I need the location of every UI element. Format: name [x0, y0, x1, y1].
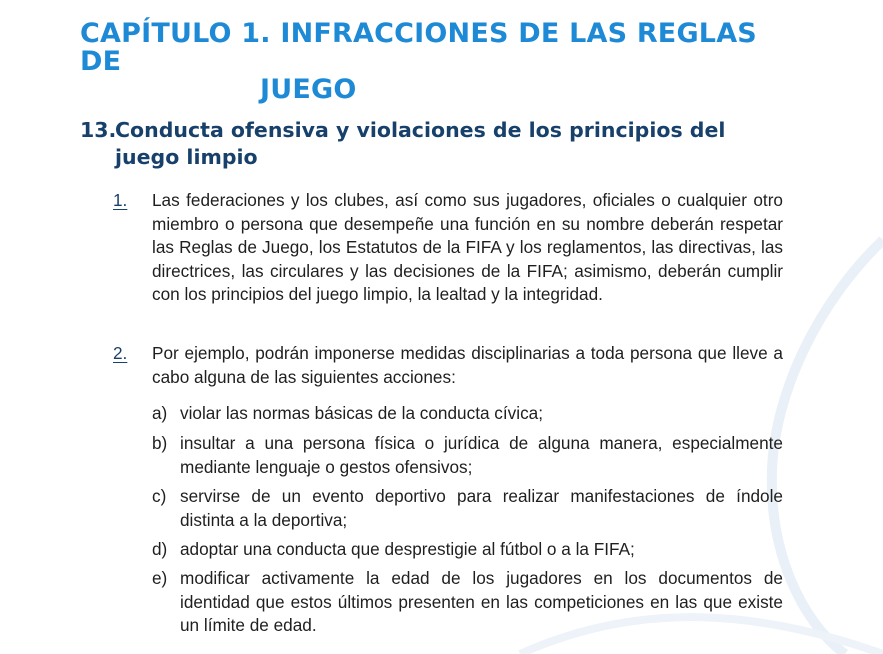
- chapter-title-line2: JUEGO: [260, 74, 357, 105]
- list-item-b: [152, 432, 783, 479]
- list-item-letter: c): [152, 486, 167, 506]
- section-title: Conducta ofensiva y violaciones de los principios del juego limpio: [115, 118, 726, 169]
- list-item-letter: a): [152, 403, 168, 423]
- list-item-text: violar las normas básicas de la conducta cívica;: [180, 403, 544, 423]
- list-item-d: [152, 538, 783, 562]
- list-item-text: servirse de un evento deportivo para realizar manifestaciones de índole distinta a la deportiva;: [180, 486, 783, 530]
- paragraph-2: [113, 342, 783, 389]
- list-item-letter: d): [152, 539, 168, 559]
- section-number: 13.: [80, 118, 117, 142]
- paragraph-number-link[interactable]: 2.: [113, 343, 128, 363]
- chapter-title-line1: CAPÍTULO 1. INFRACCIONES DE LAS REGLAS DE: [80, 18, 757, 77]
- list-item-letter: e): [152, 568, 168, 588]
- list-item-c: [152, 485, 783, 532]
- chapter-title: [80, 20, 780, 104]
- list-item-text: modificar activamente la edad de los jugadores en los documentos de identidad que estos últimos presenten en las competiciones en las que existe un límite de edad.: [180, 568, 783, 635]
- list-item-e: [152, 567, 783, 638]
- list-item-letter: b): [152, 433, 168, 453]
- paragraph-1: [113, 189, 783, 307]
- list-item-a: [152, 402, 783, 426]
- paragraph-text: Las federaciones y los clubes, así como sus jugadores, oficiales o cualquier otro miembro o persona que desempeñe una función en su nombre deberán respetar las Reglas de Juego, los Estatutos de la FIFA y los reglamentos, las directivas, las directrices, las circulares y las decisiones de la FIFA; asimismo, deberán cumplir con los principios del juego limpio, la lealtad y la integridad.: [152, 190, 783, 304]
- list-item-text: adoptar una conducta que desprestigie al fútbol o a la FIFA;: [180, 539, 635, 559]
- paragraph-number-link[interactable]: 1.: [113, 190, 128, 210]
- paragraph-text: Por ejemplo, podrán imponerse medidas disciplinarias a toda persona que lleve a cabo alguna de las siguientes acciones:: [152, 343, 783, 387]
- list-item-text: insultar a una persona física o jurídica de alguna manera, especialmente mediante lenguaje o gestos ofensivos;: [180, 433, 783, 477]
- section-heading: [80, 117, 780, 171]
